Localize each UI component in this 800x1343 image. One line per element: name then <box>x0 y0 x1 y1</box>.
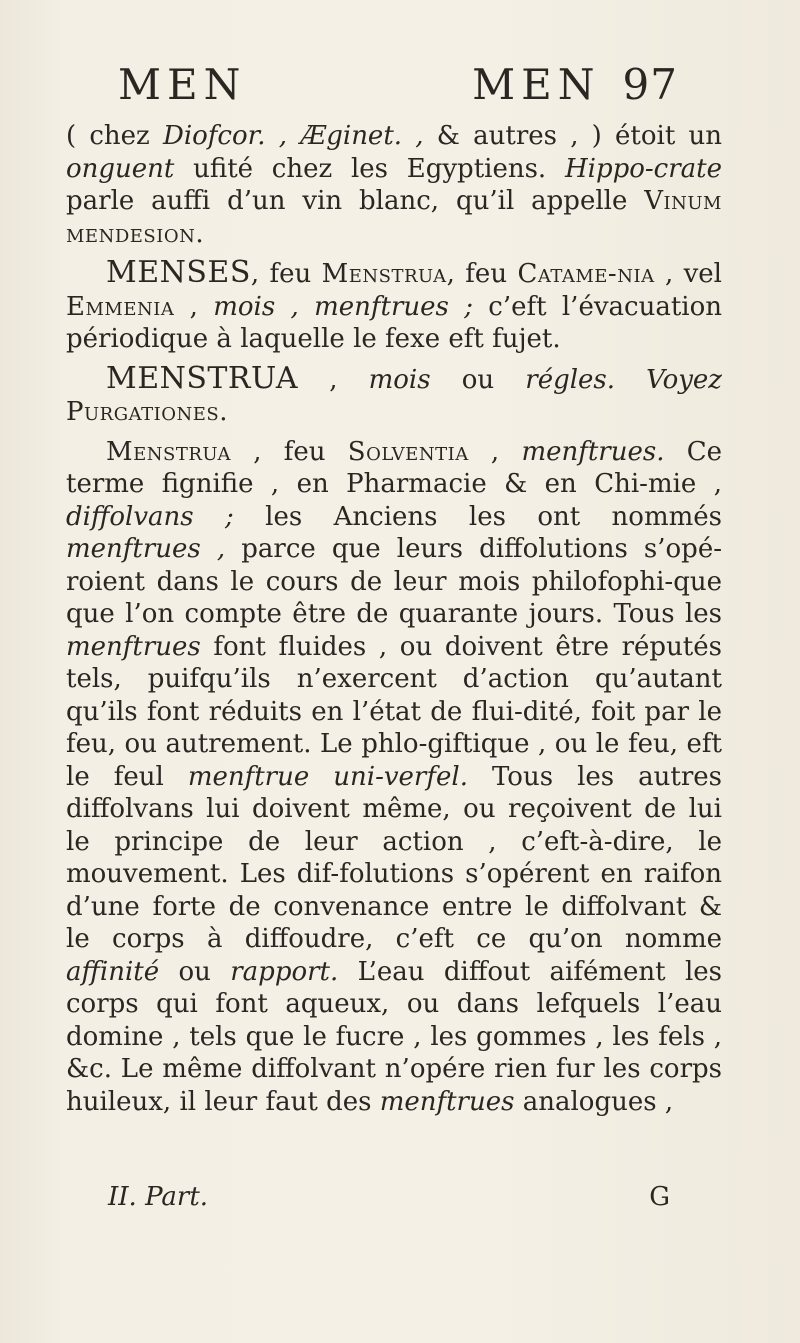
text-run: Ce terme fignifie , en Pharmacie & en Chi-mie , <box>66 436 723 499</box>
entry-headword: MENSTRUA <box>106 360 299 396</box>
italic-run: menftrues , <box>66 534 226 564</box>
part-label: II. Part. <box>108 1182 209 1212</box>
text-run: ufité chez les Egyptiens. <box>174 153 565 184</box>
italic-run: diffolvans ; <box>66 501 234 532</box>
entry-menstrua-solventia <box>66 436 722 1119</box>
text-run: c’eft l’évacuation périodique à laquelle le fexe eft fujet. <box>66 291 722 354</box>
italic-run: menftrues <box>66 631 201 662</box>
text-run: & autres , ) étoit un <box>423 121 723 151</box>
italic-run: Hippo-crate <box>564 153 722 184</box>
text-run: analogues , <box>514 1086 674 1117</box>
italic-run: mois <box>368 364 431 395</box>
italic-run: affinité <box>66 956 160 987</box>
smallcaps-run: Purgationes. <box>66 397 228 427</box>
smallcaps-run: Solventia <box>347 436 469 467</box>
text-run: les Anciens les ont nommés <box>233 501 722 532</box>
running-header <box>118 60 678 109</box>
italic-run: menftrue uni-verfel. <box>187 761 468 792</box>
entry-menstrua <box>66 360 722 429</box>
signature-mark: G <box>649 1182 670 1212</box>
text-run: parle auffi d’un vin blanc, qu’il appelle <box>66 186 645 216</box>
header-right-group <box>472 60 678 109</box>
entry-headword: MENSES <box>106 255 251 290</box>
entry-headword: Menstrua <box>106 436 232 467</box>
header-left: MEN <box>118 60 247 109</box>
text-run <box>287 121 300 151</box>
page-body <box>66 120 722 1118</box>
text-run: parce que leurs diffolutions s’opé-roient dans le cours de leur mois philofophi-que que l’on compte être de quarante jours. Tous les <box>66 534 722 629</box>
italic-run: menftrues <box>379 1086 515 1117</box>
page-number: 97 <box>622 60 678 109</box>
smallcaps-run: Vinum mendesion. <box>66 186 722 249</box>
italic-run: menftrues. <box>521 436 665 467</box>
smallcaps-run: Menstrua <box>321 259 447 289</box>
italic-run: mois , menftrues ; <box>213 291 473 322</box>
text-run: , vel <box>654 259 722 289</box>
italic-run: Diofcor. , <box>162 121 287 151</box>
italic-run: Æginet. , <box>300 121 424 151</box>
text-run: L’eau diffout aifément les corps qui font aqueux, ou dans lefquels l’eau domine , tels que le fucre , les gommes , les fels , &c. Le même diffolvant n’opére rien fur les corps huileux, il leur faut des <box>66 956 722 1117</box>
text-run: , feu <box>250 259 322 289</box>
smallcaps-run: Catame-nia <box>517 259 655 289</box>
text-run: font fluides , ou doivent être réputés tels, puifqu’ils n’exercent d’action qu’autant qu’ils font réduits en l’état de flui-dité, foit par le feu, ou autrement. Le phlo-giftique , ou le feu, eft le feul <box>66 631 722 792</box>
text-run: , feu <box>446 259 518 289</box>
paragraph-mendesion <box>66 120 722 250</box>
smallcaps-run: Emmenia <box>66 291 175 322</box>
text-run: ou <box>430 364 526 395</box>
entry-menses <box>66 257 722 356</box>
text-run: , <box>468 436 522 467</box>
text-run: , <box>174 291 214 322</box>
text-run: Tous les autres diffolvans lui doivent même, ou reçoivent de lui le principe de leur action , c’eft-à-dire, le mouvement. Les dif-folutions s’opérent en raifon d’une forte de convenance entre le diffolvant & le corps à diffoudre, c’eft ce qu’on nomme <box>66 761 722 954</box>
text-run: ou <box>159 956 231 987</box>
italic-run: rapport. <box>230 956 339 987</box>
header-right: MEN <box>472 60 601 109</box>
italic-run: onguent <box>66 153 175 184</box>
text-run: , <box>298 364 369 395</box>
page-footer <box>108 1182 698 1212</box>
text-run: , feu <box>231 436 348 467</box>
text-run: ( chez <box>66 121 163 151</box>
italic-run: régles. Voyez <box>525 364 722 395</box>
